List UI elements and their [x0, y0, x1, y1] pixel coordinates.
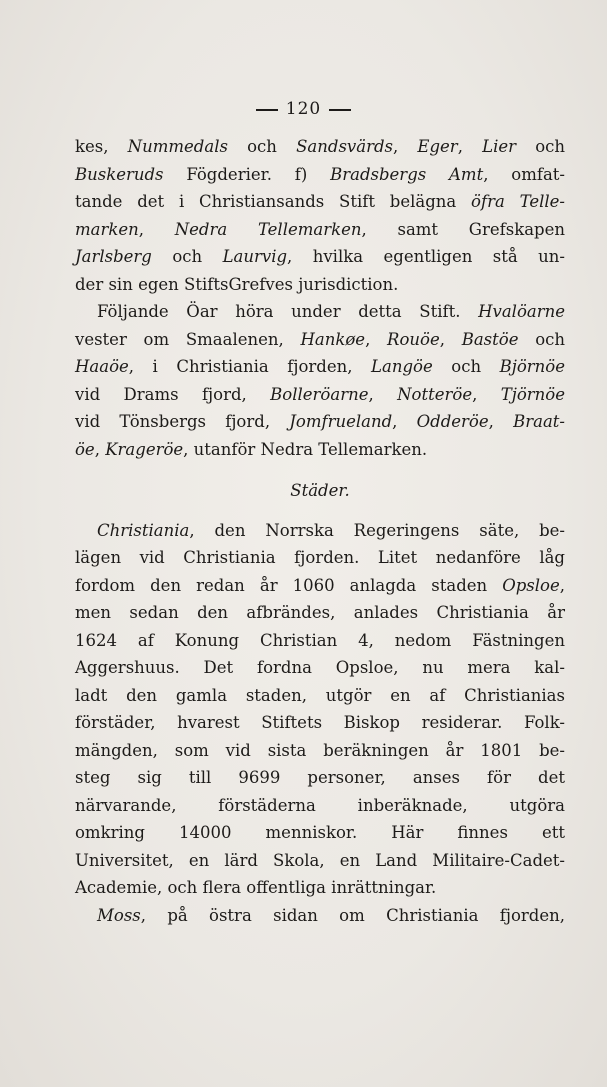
- text-run: och: [227, 137, 297, 156]
- italic-run: Notteröe: [397, 384, 473, 404]
- text-run: ,: [472, 384, 501, 404]
- text-run: omkring 14000 menniskor. Här finnes ett: [75, 823, 565, 842]
- text-run: mängden, som vid sista beräkningen år 1801 be-: [75, 740, 565, 760]
- italic-run: Rouöe: [387, 329, 440, 349]
- text-run: men sedan den afbrändes, anlades Christiania år: [75, 603, 565, 622]
- italic-run: Tjörnöe: [500, 384, 565, 404]
- header-dash-left: [256, 109, 278, 111]
- page-number: 120: [285, 99, 322, 119]
- text-run: , den Norrska Regeringens säte, be-: [189, 520, 565, 540]
- italic-run: Eger: [417, 137, 458, 156]
- text-run: Academie, och flera offentliga inrättningar.: [75, 878, 437, 897]
- text-run: vester om Smaalenen,: [75, 329, 301, 349]
- italic-run: marken: [75, 219, 139, 239]
- text-line: [75, 709, 565, 737]
- italic-run: Jomfrueland: [289, 412, 393, 431]
- header-dash-right: [329, 109, 351, 111]
- text-line: [75, 408, 565, 436]
- text-run: Universitet, en lärd Skola, en Land Militaire-Cadet-: [75, 850, 565, 870]
- italic-run: Krageröe: [105, 439, 184, 459]
- text-run: Aggershuus. Det fordna Opsloe, nu mera kal-: [75, 658, 565, 677]
- text-run: lägen vid Christiania fjorden. Litet nedanföre låg: [75, 548, 565, 567]
- text-line: [75, 654, 565, 682]
- italic-run: Städer.: [290, 481, 350, 500]
- italic-run: Nummedals: [127, 137, 228, 156]
- text-run: och: [516, 137, 565, 156]
- text-line: [75, 847, 565, 875]
- text-run: , hvilka egentligen stå un-: [287, 247, 566, 266]
- italic-run: Bradsbergs Amt: [330, 164, 484, 184]
- text-run: , utanför Nedra Tellemarken.: [183, 439, 428, 459]
- text-run: ,: [457, 137, 483, 156]
- italic-run: Sandsvärds: [296, 137, 393, 156]
- text-line: [75, 517, 565, 545]
- text-line: [75, 792, 565, 820]
- text-run: kes,: [75, 137, 128, 156]
- italic-run: Bastöe: [461, 329, 519, 349]
- text-run: ,: [488, 412, 514, 431]
- text-line: [75, 874, 565, 902]
- italic-run: Jarlsberg: [75, 247, 152, 266]
- text-run: förstäder, hvarest Stiftets Biskop residerar. Folk-: [75, 713, 565, 732]
- text-line: [75, 381, 565, 409]
- italic-run: Buskeruds: [75, 164, 164, 184]
- section-heading: [75, 477, 565, 505]
- text-line: [75, 436, 565, 464]
- text-run: ,: [138, 219, 175, 239]
- text-run: ,: [392, 412, 417, 431]
- italic-run: Langöe: [371, 357, 433, 376]
- italic-run: Moss: [97, 905, 141, 925]
- text-run: ,: [559, 575, 565, 595]
- text-run: , samt Grefskapen: [361, 219, 565, 239]
- text-line: [75, 353, 565, 381]
- text-line: [75, 902, 565, 930]
- text-run: , på östra sidan om Christiania fjorden,: [140, 905, 565, 925]
- text-run: ,: [439, 329, 462, 349]
- italic-run: Hvalöarne: [478, 302, 565, 321]
- text-run: ,: [368, 384, 398, 404]
- text-line: [75, 544, 565, 572]
- body-text: [75, 133, 565, 929]
- page-header: [0, 99, 607, 119]
- text-run: der sin egen StiftsGrefves jurisdiction.: [75, 274, 399, 294]
- text-line: [75, 572, 565, 600]
- text-line: [75, 243, 565, 271]
- text-line: [75, 599, 565, 627]
- text-run: steg sig till 9699 personer, anses för det: [75, 768, 565, 787]
- text-line: [75, 737, 565, 765]
- italic-run: Lier: [482, 137, 517, 156]
- text-run: och: [518, 329, 565, 349]
- italic-run: Braat-: [513, 412, 565, 431]
- text-run: ,: [94, 439, 106, 459]
- text-line: [75, 819, 565, 847]
- italic-run: öfra Telle-: [471, 192, 565, 211]
- text-run: , i Christiania fjorden,: [128, 357, 372, 376]
- text-run: närvarande, förstäderna inberäknade, utgöra: [75, 795, 565, 815]
- text-line: [75, 216, 565, 244]
- text-line: [75, 682, 565, 710]
- text-line: [75, 326, 565, 354]
- text-run: fordom den redan år 1060 anlagda staden: [75, 575, 503, 595]
- text-line: [75, 298, 565, 326]
- italic-run: Odderöe: [416, 412, 489, 431]
- text-run: ladt den gamla staden, utgör en af Christianias: [75, 685, 565, 705]
- text-run: och: [432, 357, 500, 376]
- text-line: [75, 764, 565, 792]
- italic-run: Hankøe: [300, 329, 366, 349]
- text-run: och: [151, 247, 223, 266]
- italic-run: Opsloe: [502, 575, 560, 595]
- text-line: [75, 161, 565, 189]
- italic-run: Nedra Tellemarken: [174, 219, 362, 239]
- text-run: ,: [392, 137, 418, 156]
- italic-run: Haaöe: [75, 357, 129, 376]
- italic-run: Christiania: [97, 520, 190, 540]
- text-line: [75, 627, 565, 655]
- text-run: vid Drams fjord,: [75, 384, 271, 404]
- text-line: [75, 188, 565, 216]
- text-run: ,: [365, 329, 388, 349]
- italic-run: Bolleröarne: [270, 384, 369, 404]
- text-line: [75, 133, 565, 161]
- italic-run: öe: [75, 439, 95, 459]
- text-run: Följande Öar höra under detta Stift.: [97, 302, 479, 321]
- italic-run: Björnöe: [499, 357, 565, 376]
- text-run: tande det i Christiansands Stift belägna: [75, 192, 472, 211]
- text-run: vid Tönsbergs fjord,: [75, 412, 290, 431]
- text-line: [75, 271, 565, 299]
- text-run: Fögderier. f): [163, 164, 331, 184]
- italic-run: Laurvig: [222, 247, 288, 266]
- text-run: 1624 af Konung Christian 4, nedom Fästningen: [75, 630, 565, 650]
- text-run: , omfat-: [483, 164, 565, 184]
